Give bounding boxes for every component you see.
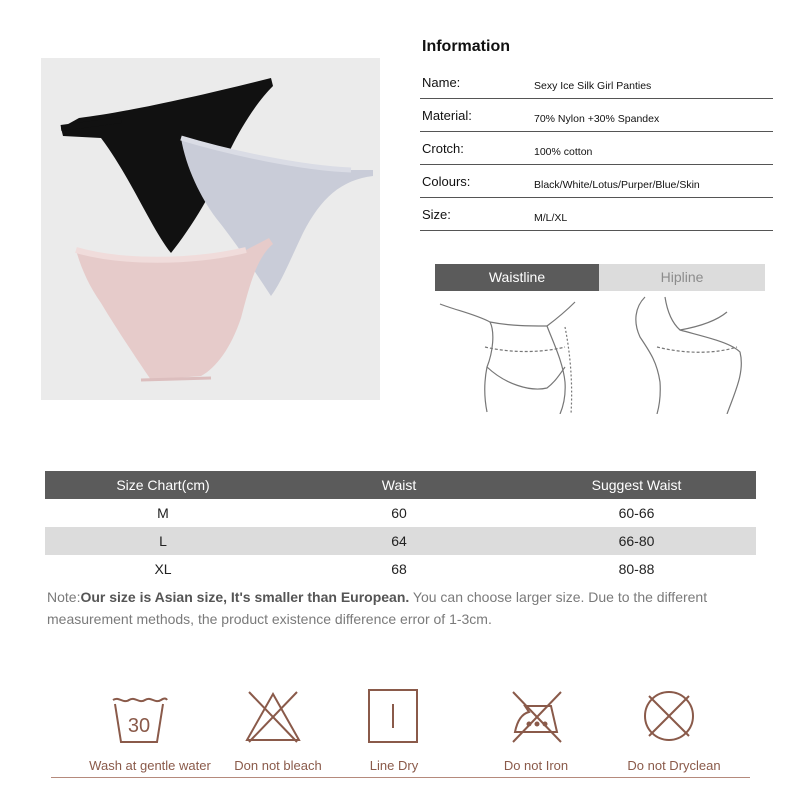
table-row	[45, 527, 756, 555]
info-key: Size:	[422, 207, 451, 222]
size-chart-table	[45, 471, 756, 583]
note-emphasis: Our size is Asian size, It's smaller than European.	[80, 589, 410, 605]
cell-suggest-waist: 80-88	[618, 561, 655, 577]
cell-size: M	[157, 505, 169, 521]
tab-hipline[interactable]: Hipline	[599, 264, 765, 291]
info-key: Material:	[422, 108, 472, 123]
care-label-dry: Line Dry	[369, 758, 419, 773]
cell-size: XL	[154, 561, 172, 577]
info-value: 70% Nylon +30% Spandex	[534, 113, 660, 125]
info-row-material	[420, 98, 773, 132]
cell-waist: 68	[391, 561, 407, 577]
header-suggest-waist: Suggest Waist	[591, 477, 682, 493]
info-key: Name:	[422, 75, 461, 90]
info-value: Sexy Ice Silk Girl Panties	[534, 80, 652, 92]
note-prefix: Note:	[47, 589, 81, 605]
care-label-wash: Wash at gentle water	[89, 758, 211, 773]
info-value: Black/White/Lotus/Purper/Blue/Skin	[534, 179, 700, 191]
header-size: Size Chart(cm)	[116, 477, 210, 493]
cell-suggest-waist: 60-66	[618, 505, 655, 521]
info-key: Crotch:	[422, 141, 464, 156]
care-label-iron: Do not Iron	[503, 758, 569, 773]
info-value: M/L/XL	[534, 212, 568, 224]
cell-suggest-waist: 66-80	[618, 533, 655, 549]
divider	[51, 777, 750, 778]
header-waist: Waist	[381, 477, 417, 493]
table-row	[45, 555, 756, 583]
care-label-dryclean: Do not Dryclean	[627, 758, 721, 773]
info-value: 100% cotton	[534, 146, 593, 158]
cell-waist: 64	[391, 533, 407, 549]
table-header-row	[45, 471, 756, 499]
no-bleach-icon	[203, 686, 343, 746]
wash-30-icon	[69, 686, 209, 746]
product-photo	[41, 58, 380, 400]
line-dry-icon	[323, 686, 463, 746]
care-label-bleach: Don not bleach	[234, 758, 322, 773]
info-row-crotch	[420, 131, 773, 165]
info-row-name	[420, 65, 773, 99]
tab-waistline[interactable]: Waistline	[435, 264, 599, 291]
cell-waist: 60	[391, 505, 407, 521]
wash-temperature-text: 30	[127, 715, 151, 737]
info-row-colours	[420, 164, 773, 198]
no-dryclean-icon	[599, 686, 739, 746]
note-body: You can choose larger size. Due to the different measurement methods, the product existence difference error of 1-3cm.	[47, 589, 708, 627]
information-title: Information	[422, 38, 510, 55]
no-iron-icon	[467, 686, 607, 746]
table-row	[45, 499, 756, 527]
info-key: Colours:	[422, 174, 471, 189]
cell-size: L	[159, 533, 167, 549]
size-note	[47, 586, 747, 630]
measurement-illustration	[435, 292, 765, 414]
info-row-size	[420, 197, 773, 231]
